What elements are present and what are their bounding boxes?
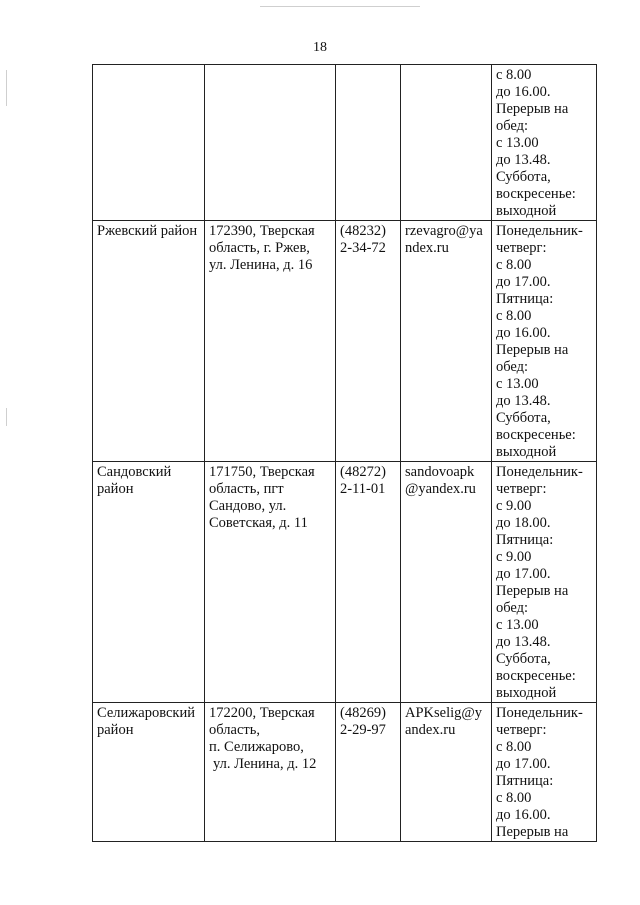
hours-line: до 18.00. xyxy=(496,515,551,531)
hours-line: обед: xyxy=(496,359,529,375)
hours-line: с 8.00 xyxy=(496,257,532,273)
address-line: ул. Ленина, д. 16 xyxy=(209,257,313,273)
address-line: п. Селижарово, xyxy=(209,739,304,755)
hours-line: Пятница: xyxy=(496,532,554,548)
email-line: APKselig@y xyxy=(405,705,482,721)
hours-line: четверг: xyxy=(496,722,547,738)
hours-line: до 13.48. xyxy=(496,393,551,409)
hours-line: воскресенье: xyxy=(496,668,576,684)
phone-line: 2-29-97 xyxy=(340,722,386,738)
email-line: andex.ru xyxy=(405,722,456,738)
district-line: Ржевский район xyxy=(97,223,198,239)
hours-line: Понедельник- xyxy=(496,464,583,480)
hours-line: обед: xyxy=(496,118,529,134)
hours-line: Понедельник- xyxy=(496,705,583,721)
hours-cell xyxy=(492,703,597,842)
table-row xyxy=(93,462,597,703)
hours-line: до 16.00. xyxy=(496,325,551,341)
address-line: 172390, Тверская xyxy=(209,223,315,239)
hours-line: с 8.00 xyxy=(496,308,532,324)
hours-line: Перерыв на xyxy=(496,342,569,358)
hours-line: четверг: xyxy=(496,481,547,497)
address-line: 172200, Тверская xyxy=(209,705,315,721)
email-cell xyxy=(401,462,492,703)
hours-line: выходной xyxy=(496,203,557,219)
address-line: область, г. Ржев, xyxy=(209,240,310,256)
hours-cell xyxy=(492,221,597,462)
phone-cell xyxy=(336,703,401,842)
address-line: ул. Ленина, д. 12 xyxy=(213,756,317,772)
scan-margin-mark xyxy=(6,70,7,106)
hours-line: до 17.00. xyxy=(496,756,551,772)
email-line: rzevagro@ya xyxy=(405,223,483,239)
district-line: район xyxy=(97,481,134,497)
page-number: 18 xyxy=(313,40,327,55)
hours-line: с 9.00 xyxy=(496,549,532,565)
hours-line: выходной xyxy=(496,444,557,460)
hours-line: четверг: xyxy=(496,240,547,256)
email-line: ndex.ru xyxy=(405,240,449,256)
district-cell xyxy=(93,462,205,703)
district-line: Селижаровский xyxy=(97,705,195,721)
phone-line: 2-34-72 xyxy=(340,240,386,256)
hours-line: с 13.00 xyxy=(496,135,539,151)
phone-line: (48232) xyxy=(340,223,386,239)
hours-line: до 16.00. xyxy=(496,807,551,823)
hours-line: с 8.00 xyxy=(496,739,532,755)
hours-line: Перерыв на xyxy=(496,583,569,599)
table-row xyxy=(93,221,597,462)
address-line: Советская, д. 11 xyxy=(209,515,308,531)
district-cell xyxy=(93,65,205,221)
hours-line: Суббота, xyxy=(496,410,551,426)
phone-line: (48269) xyxy=(340,705,386,721)
table-row xyxy=(93,65,597,221)
hours-line: воскресенье: xyxy=(496,186,576,202)
hours-line: обед: xyxy=(496,600,529,616)
email-line: sandovoapk xyxy=(405,464,475,480)
hours-line: с 9.00 xyxy=(496,498,532,514)
scan-margin-mark xyxy=(260,6,420,7)
hours-line: до 17.00. xyxy=(496,274,551,290)
hours-line: до 13.48. xyxy=(496,152,551,168)
hours-line: до 16.00. xyxy=(496,84,551,100)
email-line: @yandex.ru xyxy=(405,481,476,497)
district-line: Сандовский xyxy=(97,464,172,480)
hours-cell xyxy=(492,65,597,221)
district-cell xyxy=(93,703,205,842)
phone-line: (48272) xyxy=(340,464,386,480)
hours-line: Перерыв на xyxy=(496,101,569,117)
hours-line: Понедельник- xyxy=(496,223,583,239)
address-line: Сандово, ул. xyxy=(209,498,287,514)
address-line: 171750, Тверская xyxy=(209,464,315,480)
district-cell xyxy=(93,221,205,462)
email-cell xyxy=(401,221,492,462)
hours-line: Пятница: xyxy=(496,773,554,789)
hours-line: Пятница: xyxy=(496,291,554,307)
address-line: область, пгт xyxy=(209,481,284,497)
email-cell xyxy=(401,703,492,842)
phone-cell xyxy=(336,462,401,703)
address-line: область, xyxy=(209,722,260,738)
phone-cell xyxy=(336,65,401,221)
hours-line: до 17.00. xyxy=(496,566,551,582)
hours-line: с 8.00 xyxy=(496,790,532,806)
address-cell xyxy=(205,221,336,462)
email-cell xyxy=(401,65,492,221)
hours-line: воскресенье: xyxy=(496,427,576,443)
district-line: район xyxy=(97,722,134,738)
phone-line: 2-11-01 xyxy=(340,481,386,497)
hours-line: Суббота, xyxy=(496,651,551,667)
scan-margin-mark xyxy=(6,408,7,426)
hours-line: Перерыв на xyxy=(496,824,569,840)
address-cell xyxy=(205,65,336,221)
hours-line: с 8.00 xyxy=(496,67,532,83)
hours-cell xyxy=(492,462,597,703)
hours-line: Суббота, xyxy=(496,169,551,185)
schedule-table xyxy=(92,64,597,842)
hours-line: с 13.00 xyxy=(496,376,539,392)
address-cell xyxy=(205,462,336,703)
hours-line: выходной xyxy=(496,685,557,701)
phone-cell xyxy=(336,221,401,462)
hours-line: до 13.48. xyxy=(496,634,551,650)
table-row xyxy=(93,703,597,842)
address-cell xyxy=(205,703,336,842)
hours-line: с 13.00 xyxy=(496,617,539,633)
